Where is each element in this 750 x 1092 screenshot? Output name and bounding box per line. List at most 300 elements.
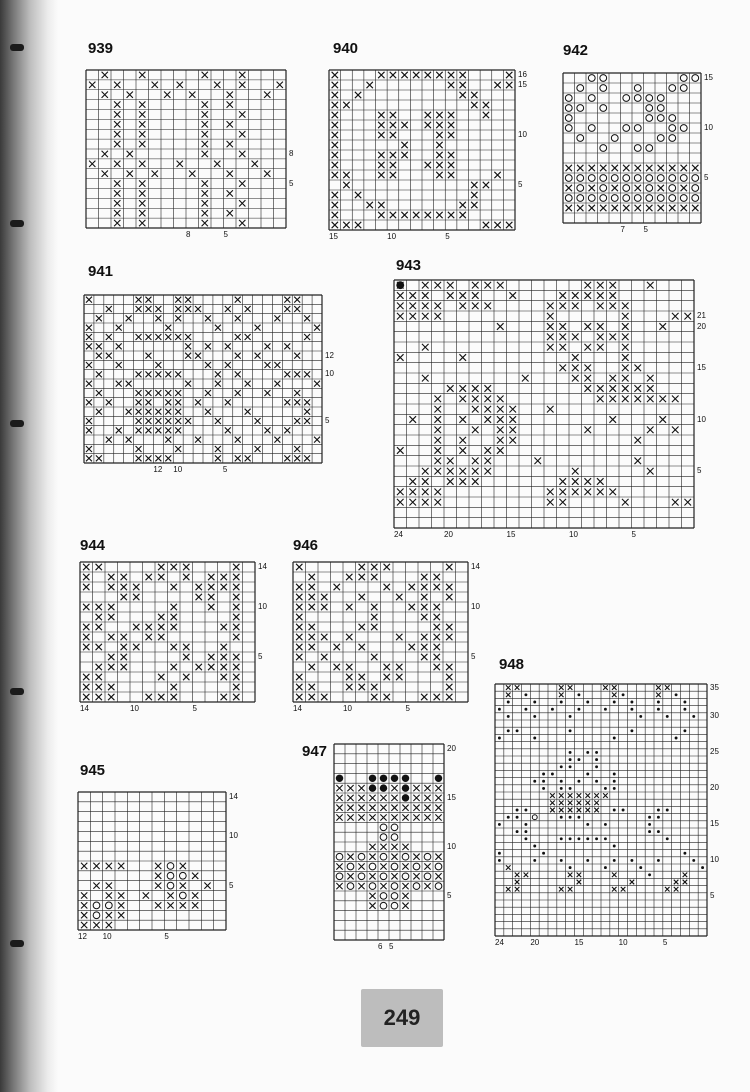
stitch-cross (284, 455, 290, 461)
stitch-cross (421, 594, 427, 600)
stitch-cross (623, 165, 629, 171)
stitch-cross (672, 427, 679, 434)
stitch-cross (522, 375, 529, 382)
column-number: 12 (78, 932, 87, 941)
stitch-cross (384, 664, 390, 670)
stitch-cross (459, 447, 466, 454)
stitch-cross (108, 574, 114, 580)
chart-number: 947 (302, 743, 328, 760)
stitch-dot (595, 837, 598, 840)
stitch-cross (118, 912, 124, 918)
stitch-cross (294, 371, 300, 377)
stitch-cross (647, 282, 654, 289)
stitch-cross (336, 795, 342, 801)
row-number: 5 (447, 890, 452, 900)
stitch-cross (622, 354, 629, 361)
stitch-cross (309, 694, 315, 700)
stitch-cross (584, 344, 591, 351)
stitch-cross (435, 814, 441, 820)
stitch-cross (346, 674, 352, 680)
stitch-cross (145, 334, 151, 340)
stitch-dot (569, 715, 572, 718)
stitch-cross (139, 190, 145, 196)
binding-hole (10, 688, 24, 695)
stitch-cross (127, 92, 133, 98)
stitch-cross (139, 101, 145, 107)
stitch-cross (139, 131, 145, 137)
stitch-cross (221, 574, 227, 580)
stitch-cross (658, 205, 664, 211)
stitch-cross (622, 396, 629, 403)
stitch-cross (175, 409, 181, 415)
stitch-cross (434, 604, 440, 610)
stitch-cross (401, 142, 407, 148)
stitch-dot (622, 693, 625, 696)
stitch-cross (227, 171, 233, 177)
stitch-cross (106, 399, 112, 405)
stitch-dot (542, 773, 545, 776)
stitch-cross (233, 624, 239, 630)
stitch-cross (284, 371, 290, 377)
stitch-cross (235, 315, 241, 321)
stitch-cross (384, 694, 390, 700)
stitch-cross (355, 192, 361, 198)
stitch-cross (484, 396, 491, 403)
stitch-dot (595, 765, 598, 768)
stitch-cross (336, 883, 342, 889)
stitch-cross (145, 371, 151, 377)
stitch-circle (391, 834, 398, 841)
stitch-dot (507, 816, 510, 819)
stitch-cross (391, 854, 397, 860)
stitch-cross (346, 664, 352, 670)
stitch-cross (89, 161, 95, 167)
stitch-cross (397, 313, 404, 320)
stitch-cross (264, 390, 270, 396)
stitch-cross (155, 390, 161, 396)
stitch-cross (390, 132, 396, 138)
stitch-cross (106, 437, 112, 443)
row-number: 15 (710, 819, 719, 829)
stitch-cross (255, 353, 261, 359)
stitch-cross (294, 306, 300, 312)
stitch-cross (472, 468, 479, 475)
stitch-cross (681, 165, 687, 171)
stitch-circle (692, 195, 699, 202)
stitch-cross (332, 132, 338, 138)
chart-grid-948 (495, 684, 707, 936)
stitch-cross (214, 82, 220, 88)
stitch-cross (155, 418, 161, 424)
stitch-cross (447, 282, 454, 289)
stitch-cross (208, 604, 214, 610)
stitch-cross (215, 446, 221, 452)
stitch-cross (603, 793, 608, 798)
stitch-cross (196, 594, 202, 600)
stitch-cross (559, 303, 566, 310)
stitch-cross (397, 447, 404, 454)
stitch-cross (158, 674, 164, 680)
stitch-cross (424, 785, 430, 791)
stitch-cross (366, 82, 372, 88)
stitch-dot (639, 715, 642, 718)
stitch-circle (577, 85, 584, 92)
stitch-cross (86, 325, 92, 331)
chart-grid-939 (86, 70, 286, 228)
stitch-cross (296, 644, 302, 650)
stitch-cross (239, 72, 245, 78)
stitch-cross (446, 684, 452, 690)
stitch-cross (572, 334, 579, 341)
stitch-cross (118, 902, 124, 908)
stitch-cross (165, 437, 171, 443)
stitch-cross (683, 880, 688, 885)
stitch-cross (296, 654, 302, 660)
stitch-cross (585, 800, 590, 805)
stitch-cross (86, 343, 92, 349)
stitch-cross (202, 101, 208, 107)
stitch-circle (565, 175, 572, 182)
stitch-cross (114, 210, 120, 216)
row-number: 16 (518, 70, 527, 79)
column-number: 5 (643, 225, 648, 234)
stitch-cross (102, 92, 108, 98)
stitch-cross (145, 409, 151, 415)
row-number: 21 (697, 311, 706, 321)
stitch-cross (369, 805, 375, 811)
stitch-cross (346, 684, 352, 690)
stitch-cross (96, 644, 102, 650)
stitch-cross (284, 427, 290, 433)
stitch-cross (146, 624, 152, 630)
stitch-cross (425, 162, 431, 168)
stitch-dot (595, 780, 598, 783)
stitch-cross (309, 574, 315, 580)
stitch-cross (175, 306, 181, 312)
stitch-dot (604, 837, 607, 840)
stitch-cross (225, 362, 231, 368)
stitch-cross (185, 306, 191, 312)
stitch-cross (446, 594, 452, 600)
stitch-cross (584, 323, 591, 330)
stitch-circle (369, 883, 376, 890)
stitch-cross (332, 92, 338, 98)
stitch-cross (332, 122, 338, 128)
stitch-cross (506, 865, 511, 870)
stitch-dot (675, 693, 678, 696)
stitch-dot (533, 859, 536, 862)
row-number: 15 (518, 80, 527, 89)
stitch-cross (669, 165, 675, 171)
stitch-cross (158, 564, 164, 570)
stitch-cross (448, 162, 454, 168)
stitch-cross (165, 455, 171, 461)
stitch-cross (355, 92, 361, 98)
stitch-cross (304, 418, 310, 424)
column-number: 6 (378, 942, 383, 951)
stitch-cross (192, 892, 198, 898)
stitch-cross (264, 362, 270, 368)
stitch-cross (118, 892, 124, 898)
stitch-cross (524, 872, 529, 877)
stitch-cross (264, 171, 270, 177)
stitch-cross (390, 212, 396, 218)
stitch-cross (396, 674, 402, 680)
stitch-cross (584, 375, 591, 382)
stitch-cross (321, 634, 327, 640)
stitch-cross (566, 205, 572, 211)
stitch-dot (569, 765, 572, 768)
stitch-cross (202, 210, 208, 216)
chart-number: 940 (333, 40, 359, 57)
stitch-cross (155, 334, 161, 340)
stitch-cross (559, 499, 566, 506)
stitch-cross (422, 489, 429, 496)
stitch-cross (409, 604, 415, 610)
stitch-cross (559, 692, 564, 697)
stitch-cross (304, 399, 310, 405)
stitch-cross (369, 844, 375, 850)
stitch-cross (116, 427, 122, 433)
stitch-cross (208, 584, 214, 590)
column-number: 5 (192, 704, 197, 713)
stitch-cross (233, 684, 239, 690)
column-number: 10 (343, 704, 352, 713)
stitch-circle (402, 873, 409, 880)
stitch-circle (588, 95, 595, 102)
row-number: 15 (697, 362, 706, 372)
stitch-cross (436, 212, 442, 218)
stitch-cross (314, 381, 320, 387)
column-number: 5 (405, 704, 410, 713)
stitch-cross (366, 202, 372, 208)
stitch-dot (380, 784, 387, 791)
stitch-cross (215, 325, 221, 331)
stitch-cross (421, 634, 427, 640)
stitch-cross (684, 499, 691, 506)
stitch-cross (358, 805, 364, 811)
stitch-cross (114, 190, 120, 196)
stitch-cross (559, 887, 564, 892)
stitch-dot (542, 787, 545, 790)
stitch-cross (81, 863, 87, 869)
stitch-cross (296, 684, 302, 690)
stitch-cross (96, 614, 102, 620)
stitch-cross (183, 574, 189, 580)
stitch-cross (497, 323, 504, 330)
stitch-cross (86, 334, 92, 340)
stitch-circle (380, 893, 387, 900)
stitch-cross (145, 418, 151, 424)
stitch-cross (343, 172, 349, 178)
stitch-cross (472, 282, 479, 289)
stitch-cross (215, 418, 221, 424)
stitch-cross (96, 409, 102, 415)
stitch-cross (146, 694, 152, 700)
stitch-dot (666, 715, 669, 718)
stitch-cross (152, 171, 158, 177)
stitch-cross (309, 684, 315, 690)
stitch-cross (171, 604, 177, 610)
stitch-dot (657, 816, 660, 819)
stitch-cross (196, 584, 202, 590)
stitch-cross (202, 141, 208, 147)
stitch-cross (409, 499, 416, 506)
stitch-cross (568, 685, 573, 690)
stitch-cross (603, 685, 608, 690)
column-number: 5 (389, 942, 394, 951)
stitch-circle (669, 175, 676, 182)
stitch-cross (421, 614, 427, 620)
row-number: 10 (325, 369, 334, 379)
stitch-cross (146, 574, 152, 580)
stitch-cross (296, 594, 302, 600)
stitch-cross (621, 887, 626, 892)
stitch-cross (93, 863, 99, 869)
stitch-cross (86, 446, 92, 452)
column-number: 10 (102, 932, 112, 941)
stitch-cross (572, 354, 579, 361)
stitch-cross (332, 172, 338, 178)
stitch-cross (136, 418, 142, 424)
stitch-dot (516, 816, 519, 819)
stitch-cross (371, 614, 377, 620)
stitch-cross (559, 344, 566, 351)
stitch-cross (421, 604, 427, 610)
stitch-dot (630, 701, 633, 704)
stitch-cross (155, 315, 161, 321)
stitch-cross (435, 785, 441, 791)
stitch-cross (434, 447, 441, 454)
stitch-cross (359, 674, 365, 680)
stitch-cross (202, 200, 208, 206)
stitch-cross (659, 323, 666, 330)
stitch-cross (446, 624, 452, 630)
stitch-cross (108, 584, 114, 590)
stitch-dot (551, 708, 554, 711)
stitch-cross (215, 371, 221, 377)
stitch-dot (683, 852, 686, 855)
stitch-cross (494, 82, 500, 88)
stitch-cross (108, 634, 114, 640)
stitch-dot (569, 816, 572, 819)
stitch-cross (674, 880, 679, 885)
stitch-cross (448, 122, 454, 128)
stitch-cross (321, 654, 327, 660)
stitch-cross (609, 292, 616, 299)
stitch-cross (380, 795, 386, 801)
stitch-cross (396, 634, 402, 640)
stitch-dot (604, 708, 607, 711)
stitch-cross (681, 185, 687, 191)
stitch-cross (413, 795, 419, 801)
stitch-cross (422, 303, 429, 310)
stitch-dot (516, 729, 519, 732)
stitch-cross (421, 584, 427, 590)
stitch-cross (235, 371, 241, 377)
stitch-cross (233, 694, 239, 700)
stitch-cross (413, 873, 419, 879)
stitch-cross (86, 297, 92, 303)
stitch-dot (516, 830, 519, 833)
stitch-cross (589, 165, 595, 171)
stitch-cross (202, 151, 208, 157)
stitch-cross (446, 664, 452, 670)
stitch-cross (413, 785, 419, 791)
stitch-cross (612, 887, 617, 892)
stitch-cross (264, 427, 270, 433)
stitch-circle (577, 195, 584, 202)
stitch-cross (167, 892, 173, 898)
stitch-cross (371, 604, 377, 610)
stitch-circle (435, 883, 442, 890)
stitch-cross (424, 863, 430, 869)
stitch-cross (647, 375, 654, 382)
stitch-cross (158, 574, 164, 580)
stitch-cross (424, 883, 430, 889)
stitch-cross (559, 334, 566, 341)
stitch-cross (116, 381, 122, 387)
stitch-dot (560, 787, 563, 790)
row-number: 14 (229, 791, 238, 801)
stitch-cross (559, 323, 566, 330)
stitch-cross (436, 162, 442, 168)
stitch-cross (550, 793, 555, 798)
stitch-circle (380, 834, 387, 841)
row-number: 12 (325, 350, 334, 360)
stitch-cross (674, 887, 679, 892)
column-number: 24 (495, 938, 504, 947)
stitch-cross (106, 353, 112, 359)
stitch-cross (83, 684, 89, 690)
stitch-cross (378, 212, 384, 218)
stitch-cross (484, 458, 491, 465)
stitch-circle (634, 145, 641, 152)
stitch-cross (192, 873, 198, 879)
stitch-cross (121, 654, 127, 660)
stitch-cross (568, 793, 573, 798)
stitch-cross (83, 624, 89, 630)
stitch-cross (136, 306, 142, 312)
stitch-circle (657, 95, 664, 102)
stitch-cross (597, 323, 604, 330)
stitch-cross (422, 499, 429, 506)
stitch-cross (189, 92, 195, 98)
binding-hole (10, 220, 24, 227)
stitch-circle (391, 893, 398, 900)
stitch-cross (106, 863, 112, 869)
stitch-cross (509, 292, 516, 299)
stitch-cross (106, 912, 112, 918)
stitch-cross (239, 180, 245, 186)
stitch-cross (425, 122, 431, 128)
stitch-cross (139, 161, 145, 167)
stitch-cross (413, 72, 419, 78)
stitch-cross (334, 584, 340, 590)
stitch-cross (346, 634, 352, 640)
stitch-circle (611, 195, 618, 202)
stitch-dot (560, 859, 563, 862)
stitch-cross (397, 292, 404, 299)
stitch-cross (472, 292, 479, 299)
stitch-cross (369, 795, 375, 801)
chart-grid-947 (334, 744, 444, 940)
stitch-cross (506, 685, 511, 690)
stitch-cross (434, 468, 441, 475)
stitch-cross (121, 584, 127, 590)
stitch-cross (359, 594, 365, 600)
column-number: 10 (618, 938, 628, 947)
